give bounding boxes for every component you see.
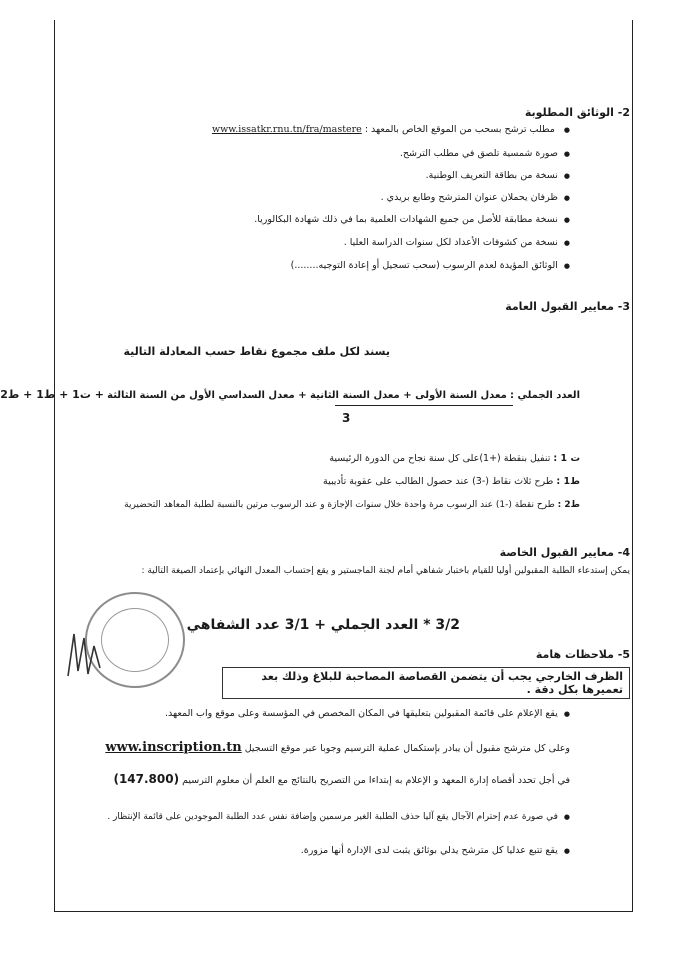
section-4-text: يمكن إستدعاء الطلبة المقبولين أوليا للقيام باختبار شفاهي أمام لجنة الماجستير و يقع إحتساب المعدل النهائي بإعتماد الصيغة التالية : [141, 566, 630, 576]
list-item: في أجل تحدد أقصاه إدارة المعهد و الإعلام به إبتداءا من التصريح بالنتائج مع العلم أن معلوم الترسيم (147.800) [113, 772, 570, 786]
section-4-title: 4- معايير القبول الخاصة [499, 546, 630, 559]
list-item: ● يقع تتبع عدليا كل مترشح يدلي بوثائق يثبت لدى الإدارة أنها مزورة. [301, 845, 570, 856]
section-5-title: 5- ملاحظات هامة [535, 648, 630, 661]
formula-numerator [0, 388, 580, 401]
list-item: وعلى كل مترشح مقبول أن يبادر بإستكمال عملية الترسيم وجوبا عبر موقع التسجيل www.inscription.tn [105, 740, 570, 755]
list-item: ● نسخة من بطاقة التعريف الوطنية. [426, 170, 570, 181]
formula-text: معدل السنة الأولى + معدل السنة الثانية + معدل السداسي الأول من السنة الثالثة [107, 390, 507, 401]
list-item: ● نسخة مطابقة للأصل من جميع الشهادات العلمية بما في ذلك شهادة البكالوريا. [254, 214, 570, 225]
signature-mark [60, 626, 110, 686]
list-item: ● يقع الإعلام على قائمة المقبولين بتعليقها في المكان المخصص في المؤسسة وعلى موقع واب المعهد. [165, 708, 570, 719]
oral-formula: 3/2 * العدد الجملي + 3/1 عدد الشفاهي [186, 617, 460, 633]
list-item: ● مطلب ترشح بسحب من الموقع الخاص بالمعهد : www.issatkr.rnu.tn/fra/mastere [212, 124, 570, 135]
formula-intro: يسند لكل ملف مجموع نقاط حسب المعادلة التالية [123, 345, 390, 358]
list-item: ● صورة شمسية تلصق في مطلب الترشح. [400, 148, 570, 159]
boxed-notice: الظرف الخارجي يجب أن يتضمن القصاصة المصاحبة للبلاغ وذلك بعد تعميرها بكل دقة . [222, 667, 630, 699]
formula-terms: + ت1 + ط1 + ط2 [0, 388, 104, 401]
definition-p2: ط2 : طرح نقطة (-1) عند الرسوب مرة واحدة خلال سنوات الإجازة و عند الرسوب مرتين بالنسبة لطلبة المعاهد التحضيرية [124, 500, 580, 510]
definition-p1: ط1 : طرح ثلاث نقاط (-3) عند حصول الطالب على عقوبة تأديبية [322, 476, 580, 487]
formula-denominator: 3 [342, 411, 351, 425]
fraction-bar [335, 405, 513, 406]
inscription-link[interactable]: www.inscription.tn [105, 740, 242, 755]
list-item: ● في صورة عدم إحترام الآجال يقع آليا حذف الطلبة الغير مرسمين وإضافة نفس عدد الطلبة الموجودين على قائمة الإنتظار . [107, 812, 570, 822]
list-item: ● نسخة من كشوفات الأعداد لكل سنوات الدراسة العليا . [344, 237, 570, 248]
issatkr-link[interactable]: www.issatkr.rnu.tn/fra/mastere [211, 124, 362, 135]
formula-label: العدد الجملي : [510, 390, 580, 401]
list-item: ● الوثائق المؤيدة لعدم الرسوب (سحب تسجيل أو إعادة التوجيه........) [291, 260, 570, 271]
section-2-title: 2- الوثائق المطلوبة [524, 106, 630, 119]
definition-t1: ت 1 : تنفيل بنقطة (+1)على كل سنة نجاح من الدورة الرئيسية [329, 453, 580, 464]
list-item: ● ظرفان يحملان عنوان المترشح وطابع بريدي . [381, 192, 570, 203]
fee-amount: (147.800) [113, 772, 180, 786]
section-3-title: 3- معايير القبول العامة [505, 300, 630, 313]
